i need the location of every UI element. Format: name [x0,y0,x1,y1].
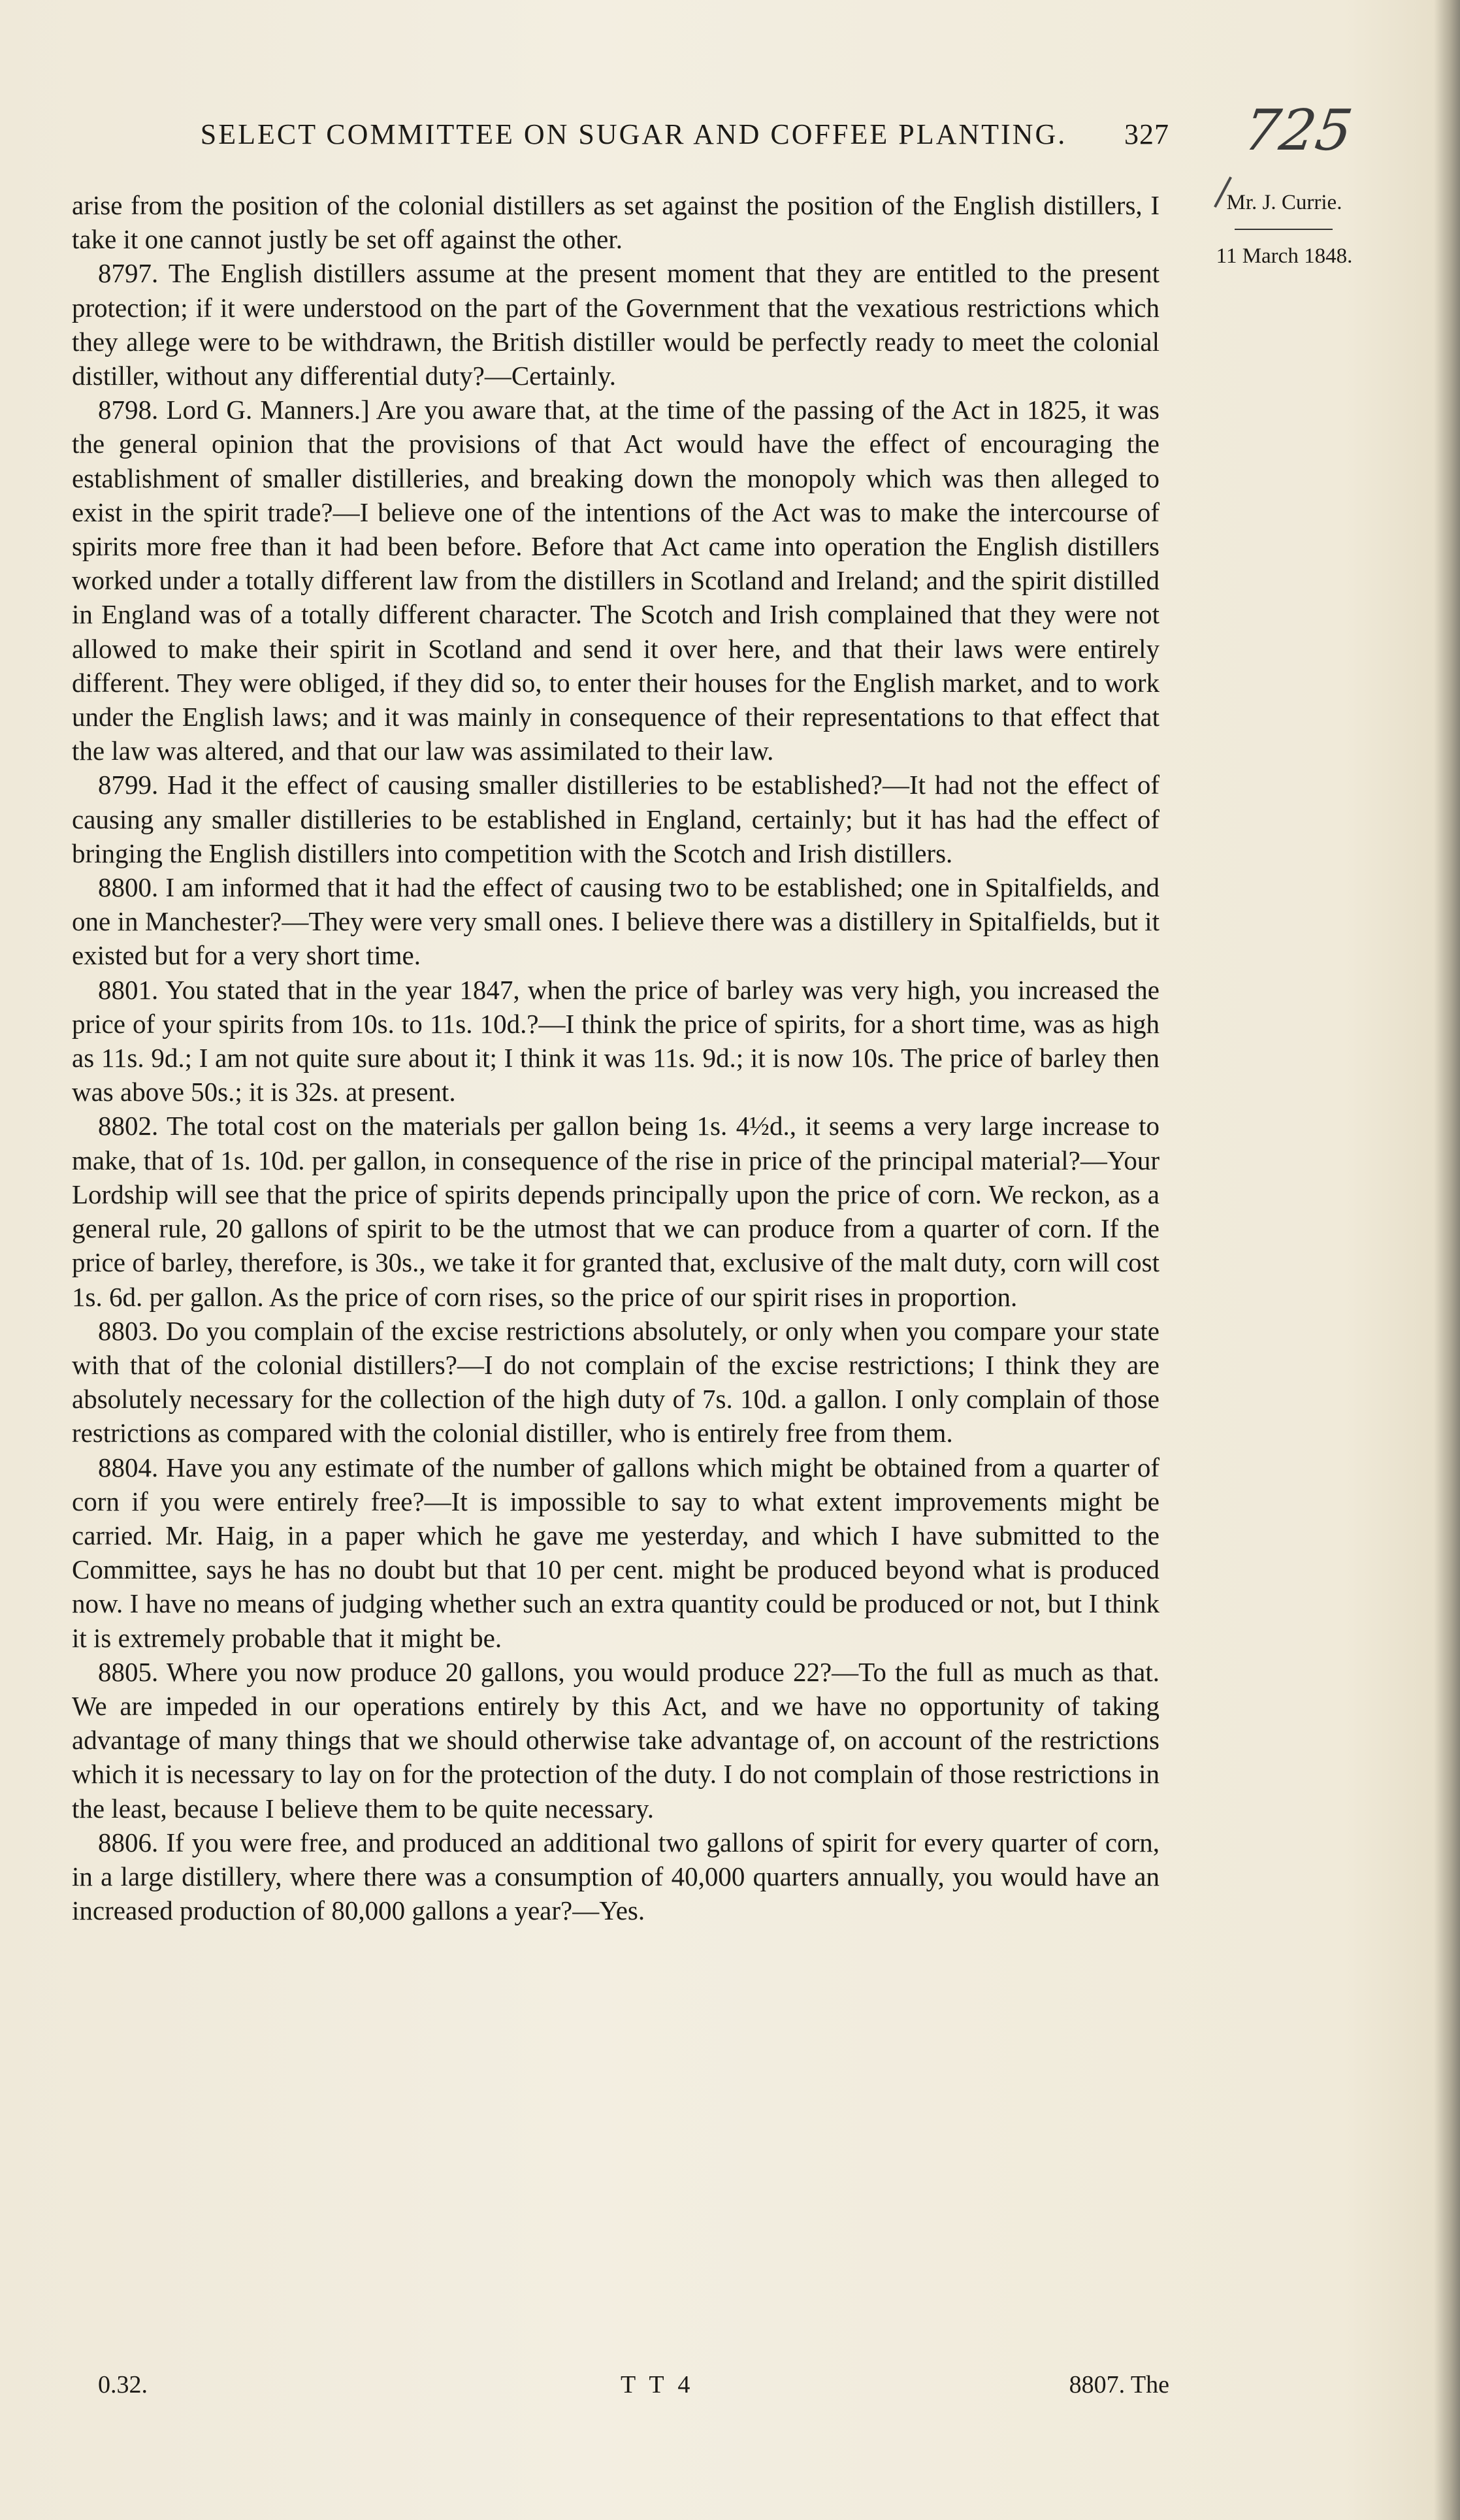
footer-paper-number: 0.32. [98,2371,148,2398]
paragraph: 8797. The English distillers assume at the present moment that they are entitled to the present protection; if it were understood on the part of the Government that the vexatious restrictions which they allege were to be withdrawn, the British distiller would be perfectly ready to meet the colonial distiller, without any differential duty?—Certainly. [72,258,1160,391]
paragraph: 8801. You stated that in the year 1847, when the price of barley was very high, you increased the price of your spirits from 10s. to 11s. 10d.?—I think the price of spirits, for a short time, was as high as 11s. 9d.; I am not quite sure about it; I think it was 11s. 9d.; it is now 10s. The price of barley then was above 50s.; it is 32s. at present. [72,974,1160,1107]
margin-rule [1235,229,1333,230]
paragraph: 8799. Had it the effect of causing smaller distilleries to be established?—It had not the effect of causing any smaller distilleries to be established in England, certainly; but it has had the effect of bringing the English distillers into competition with the Scotch and Irish distillers. [72,770,1160,868]
paragraph: 8805. Where you now produce 20 gallons, you would produce 22?—To the full as much as that. We are impeded in our operations entirely by this Act, and we have no opportunity of taking advantage of many things that we should otherwise take advantage of, on account of the restrictions which it is necessary to lay on for the protection of the duty. I do not complain of those restrictions in the least, because I believe them to be quite necessary. [72,1656,1160,1824]
footer-signature-mark: T T 4 [621,2371,694,2398]
footer-catchword: 8807. The [1069,2371,1169,2398]
paragraph: 8798. Lord G. Manners.] Are you aware that, at the time of the passing of the Act in 1825, it was the general opinion that the provisions of that Act would have the effect of encouraging the establishment of smaller distilleries, and breaking down the monopoly which was then alleged to exist in the spirit trade?—I believe one of the intentions of the Act was to make the intercourse of spirits more free than it had been before. Before that Act came into operation the English distillers worked under a totally different law from the distillers in Scotland and Ireland; and the spirit distilled in England was of a totally different character. The Scotch and Irish complained that they were not allowed to make their spirit in Scotland and send it over here, and that their laws were entirely different. They were obliged, if they did so, to enter their houses for the English market, and to work under the English laws; and it was mainly in consequence of their representations to that effect that the law was altered, and that our law was assimilated to their law. [72,395,1160,766]
page-number: 327 [1124,118,1169,150]
paragraph: 8800. I am informed that it had the effect of causing two to be established; one in Spitalfields, and one in Manchester?—They were very small ones. I believe there was a distillery in Spitalfields, but it existed but for a very short time. [72,872,1160,971]
paragraph: 8806. If you were free, and produced an additional two gallons of spirit for every quarter of corn, in a large distillery, where there was a consumption of 40,000 quarters annually, you would have an increased production of 80,000 gallons a year?—Yes. [72,1827,1160,1926]
margin-witness-name: Mr. J. Currie. [1226,191,1342,214]
running-header [98,118,1169,151]
handwritten-folio-number: 725 [1239,98,1357,163]
header-title: SELECT COMMITTEE ON SUGAR AND COFFEE PLANTING. [200,118,1067,150]
paragraph: 8804. Have you any estimate of the number of gallons which might be obtained from a quarter of corn if you were entirely free?—It is impossible to say to what extent improvements might be carried. Mr. Haig, in a paper which he gave me yesterday, and which I have submitted to the Committee, says he has no doubt but that 10 per cent. might be produced beyond what is produced now. I have no means of judging whether such an extra quantity could be produced or not, but I think it is extremely probable that it might be. [72,1452,1160,1653]
margin-date: 11 March 1848. [1216,244,1353,268]
paragraph: 8802. The total cost on the materials per gallon being 1s. 4½d., it seems a very large increase to make, that of 1s. 10d. per gallon, in consequence of the rise in price of the principal material?—Your Lordship will see that the price of spirits depends principally upon the price of corn. We reckon, as a general rule, 20 gallons of spirit to be the utmost that we can produce from a quarter of corn. If the price of barley, therefore, is 30s., we take it for granted that, exclusive of the malt duty, corn will cost 1s. 6d. per gallon. As the price of corn rises, so the price of our spirit rises in proportion. [72,1111,1160,1312]
paragraph: arise from the position of the colonial distillers as set against the position of the English distillers, I take it one cannot justly be set off against the other. [72,190,1160,255]
body-text [72,188,1160,1927]
paragraph: 8803. Do you complain of the excise restrictions absolutely, or only when you compare your state with that of the colonial distillers?—I do not complain of the excise restrictions; I think they are absolutely necessary for the collection of the high duty of 7s. 10d. a gallon. I only complain of those restrictions as compared with the colonial distiller, who is entirely free from them. [72,1315,1160,1448]
page-binding-shadow [1434,0,1460,2520]
